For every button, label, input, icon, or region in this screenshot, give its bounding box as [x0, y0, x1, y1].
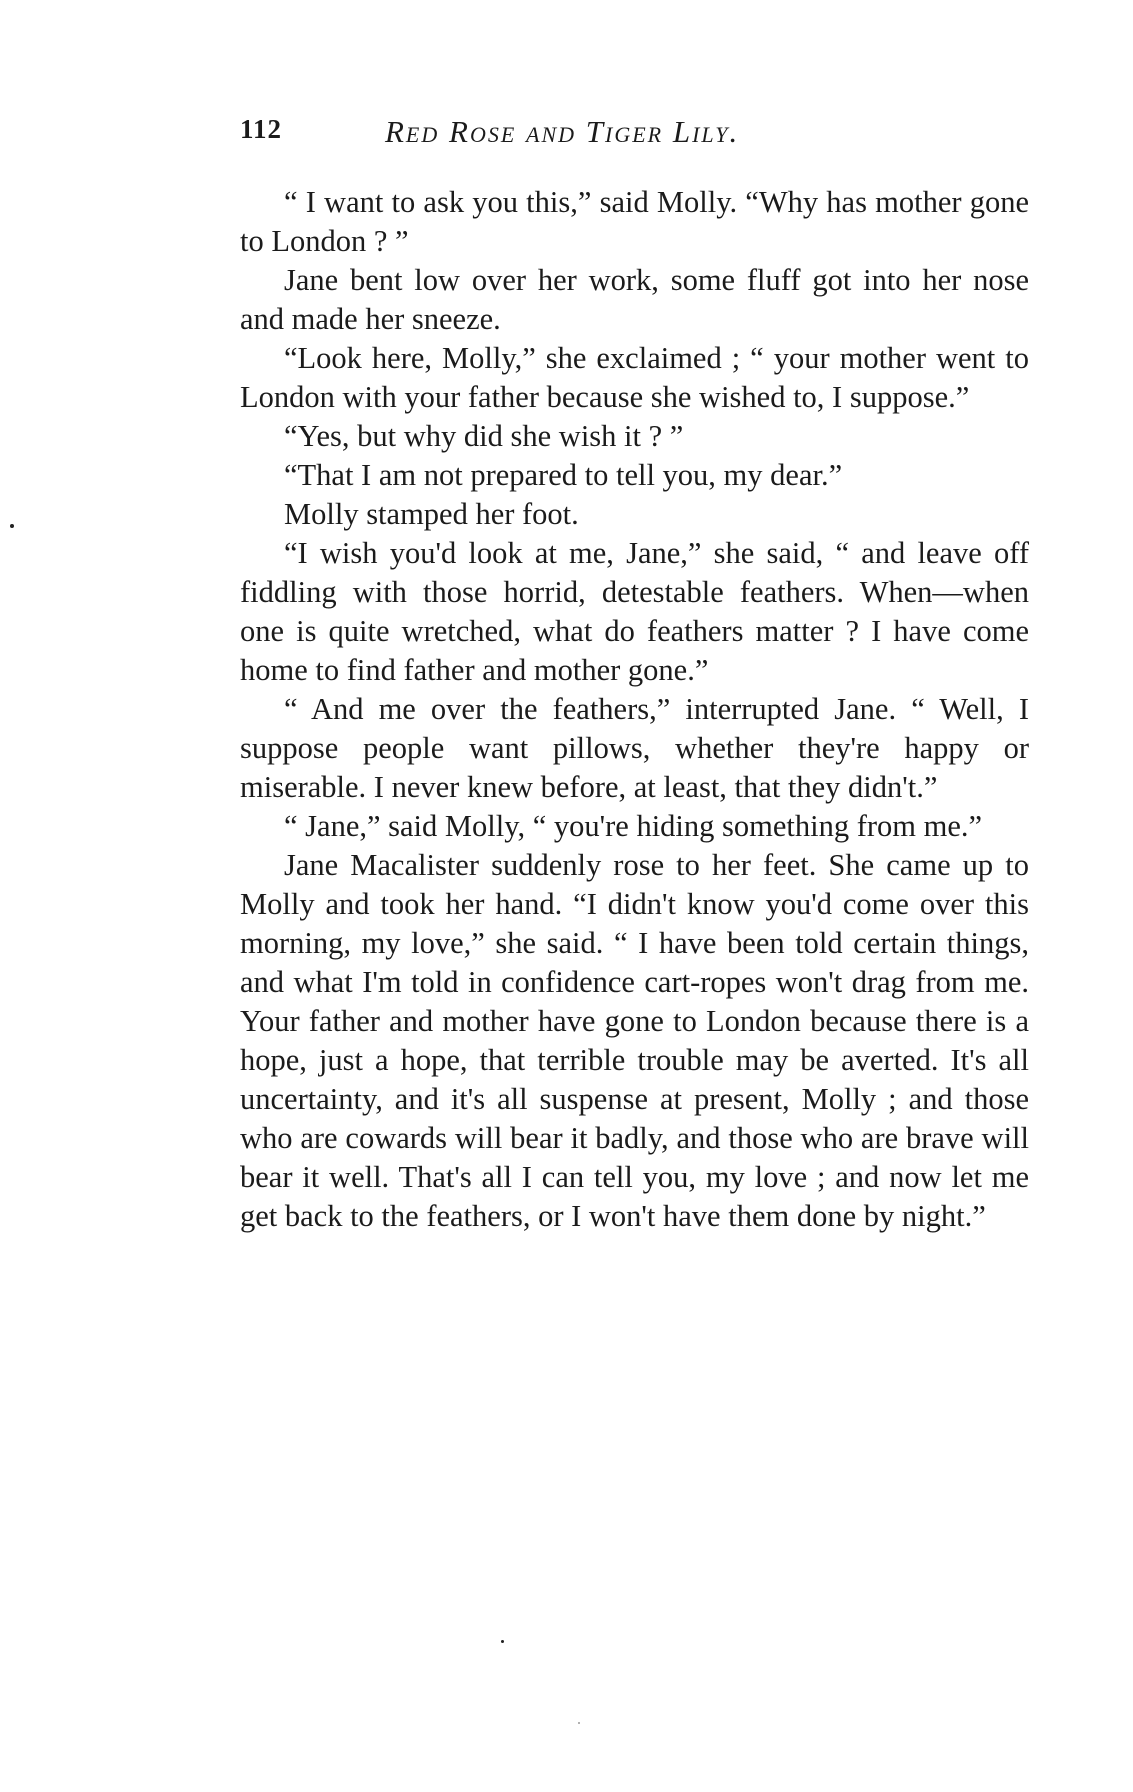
scan-speck — [10, 524, 14, 528]
paragraph: “That I am not prepared to tell you, my dear.” — [284, 458, 843, 492]
body-text — [240, 183, 1029, 1236]
running-title: Red Rose and Tiger Lily. — [385, 114, 740, 149]
running-head — [240, 114, 1040, 154]
page-number: 112 — [240, 114, 283, 144]
paragraph: “I wish you'd look at me, Jane,” she said, “ and leave off fiddling with those horrid, detestable feathers. When—when one is quite wretched, what do feathers matter ? I have come home to find father and mother gone.” — [240, 536, 1029, 687]
paragraph: “ Jane,” said Molly, “ you're hiding something from me.” — [284, 809, 983, 843]
paragraph: “ I want to ask you this,” said Molly. “Why has mother gone to London ? ” — [240, 185, 1029, 258]
paragraph: Jane bent low over her work, some fluff got into her nose and made her sneeze. — [240, 263, 1029, 336]
scan-speck — [578, 1722, 580, 1724]
scan-speck — [501, 1640, 504, 1643]
paragraph: “Yes, but why did she wish it ? ” — [284, 419, 684, 453]
paragraph: Molly stamped her foot. — [284, 497, 579, 531]
paragraph: “Look here, Molly,” she exclaimed ; “ your mother went to London with your father because she wished to, I suppose.” — [240, 341, 1029, 414]
paragraph: Jane Macalister suddenly rose to her feet. She came up to Molly and took her hand. “I didn't know you'd come over this morning, my love,” she said. “ I have been told certain things, and what I'm told in confidence cart-ropes won't drag from me. Your father and mother have gone to London because there is a hope, just a hope, that terrible trouble may be averted. It's all uncertainty, and it's all suspense at present, Molly ; and those who are cowards will bear it badly, and those who are brave will bear it well. That's all I can tell you, my love ; and now let me get back to the feathers, or I won't have them done by night.” — [240, 848, 1029, 1233]
paragraph: “ And me over the feathers,” interrupted Jane. “ Well, I suppose people want pillows, whether they're happy or miserable. I never knew before, at least, that they didn't.” — [240, 692, 1029, 804]
